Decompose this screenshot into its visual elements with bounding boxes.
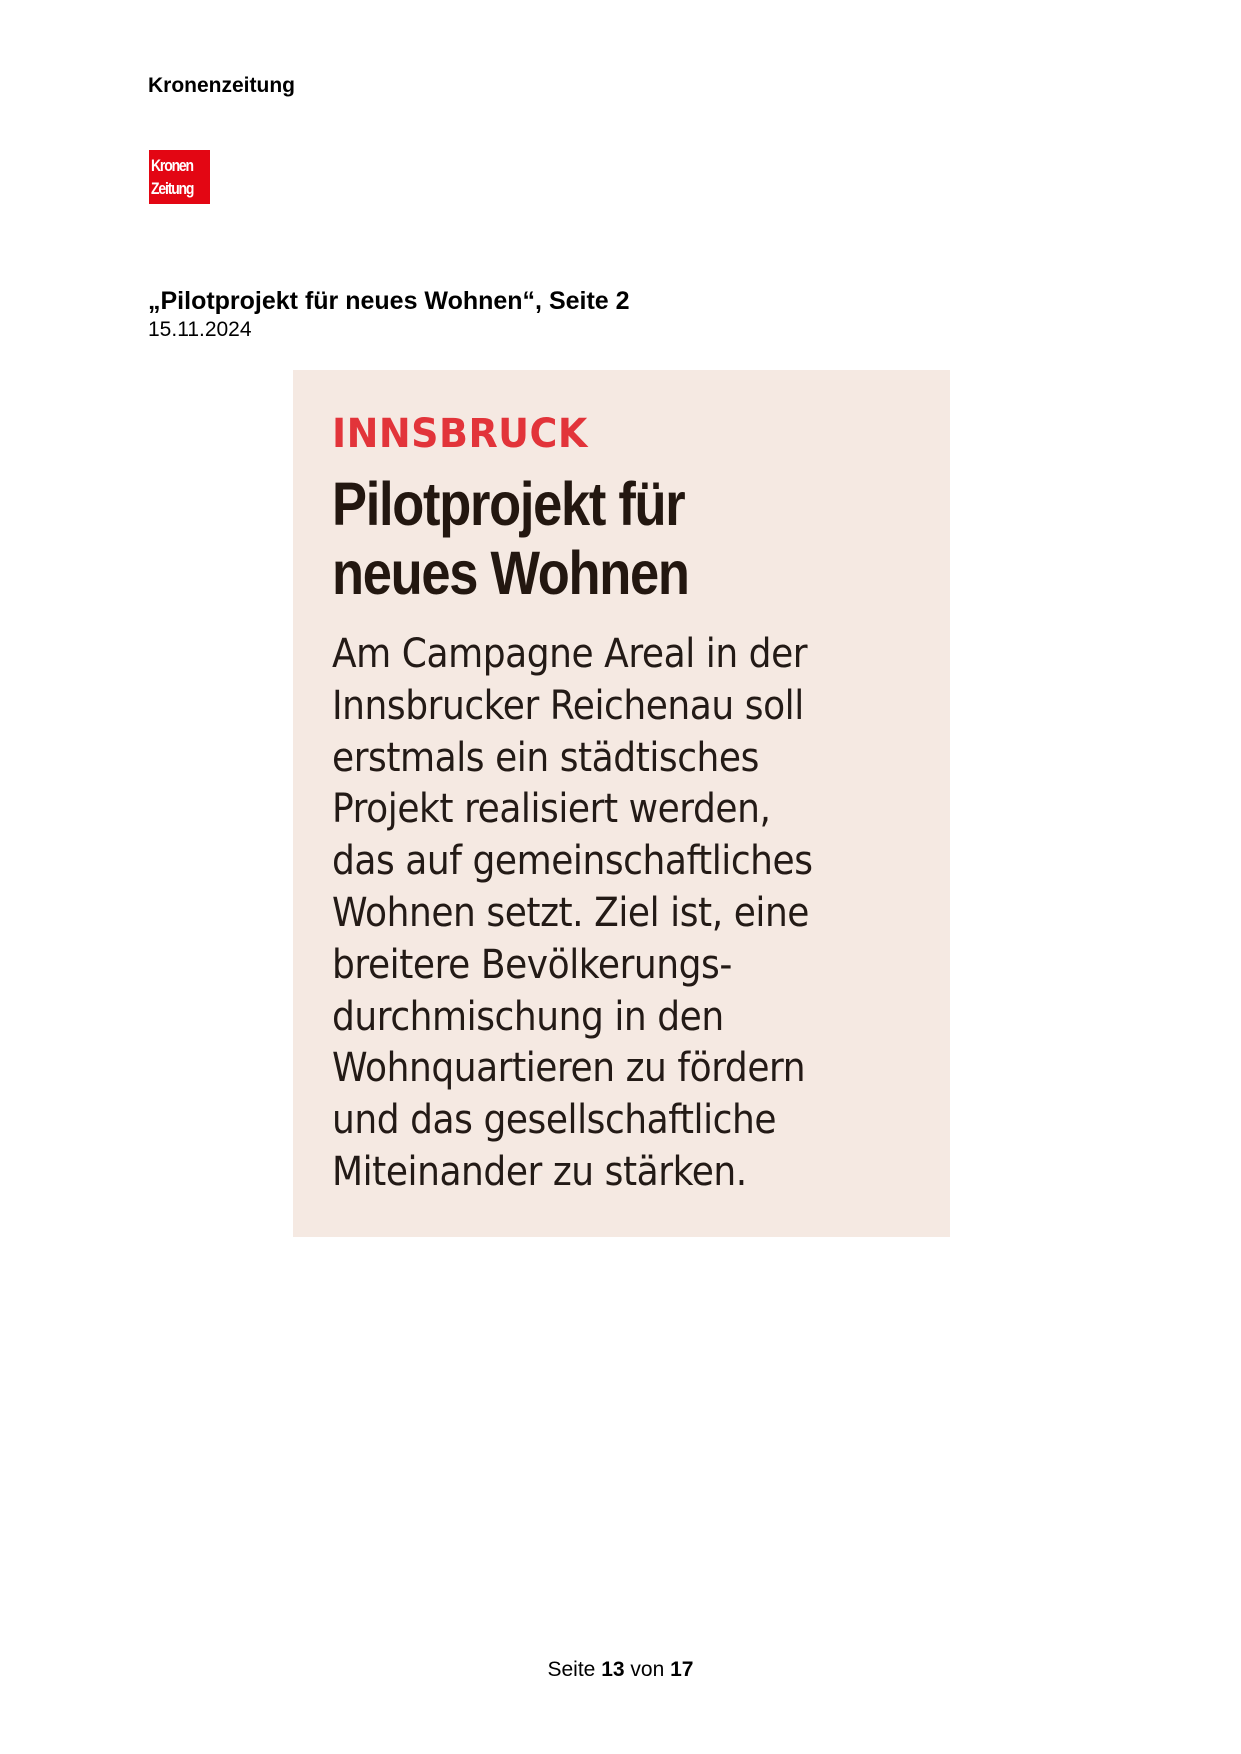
lead-line: Wohnquartieren zu fördern — [332, 1045, 806, 1092]
headline-line: neues Wohnen — [332, 539, 689, 607]
lead-line: Wohnen setzt. Ziel ist, eine — [332, 889, 810, 936]
article-title: „Pilotprojekt für neues Wohnen“, Seite 2 — [148, 287, 630, 315]
lead-line: Miteinander zu stärken. — [332, 1148, 747, 1195]
clipping-lead — [332, 629, 926, 1199]
page-footer — [0, 1658, 1241, 1682]
publication-name: Kronenzeitung — [148, 74, 295, 97]
headline-line: Pilotprojekt für — [332, 470, 685, 538]
lead-line: erstmals ein städtisches — [332, 734, 759, 781]
footer-total-pages: 17 — [670, 1658, 694, 1681]
clipping-kicker: INNSBRUCK — [332, 411, 588, 457]
lead-line: und das gesellschaftliche — [332, 1097, 777, 1144]
lead-line: Projekt realisiert werden, — [332, 786, 771, 833]
newspaper-clipping — [293, 370, 950, 1237]
lead-line: durchmischung in den — [332, 993, 724, 1040]
clipping-headline — [332, 470, 882, 608]
logo-line-1: Kronen — [151, 156, 193, 175]
lead-line: Am Campagne Areal in der — [332, 631, 808, 677]
logo-line-2: Zeitung — [151, 179, 194, 198]
footer-separator: von — [630, 1658, 665, 1681]
lead-line: das auf gemeinschaftliches — [332, 838, 813, 885]
lead-line: breitere Bevölkerungs- — [332, 941, 732, 988]
lead-line: Innsbrucker Reichenau soll — [332, 682, 804, 729]
footer-prefix: Seite — [547, 1658, 596, 1681]
kronen-zeitung-logo — [149, 150, 210, 204]
article-date: 15.11.2024 — [148, 318, 252, 341]
footer-current-page: 13 — [601, 1658, 625, 1681]
